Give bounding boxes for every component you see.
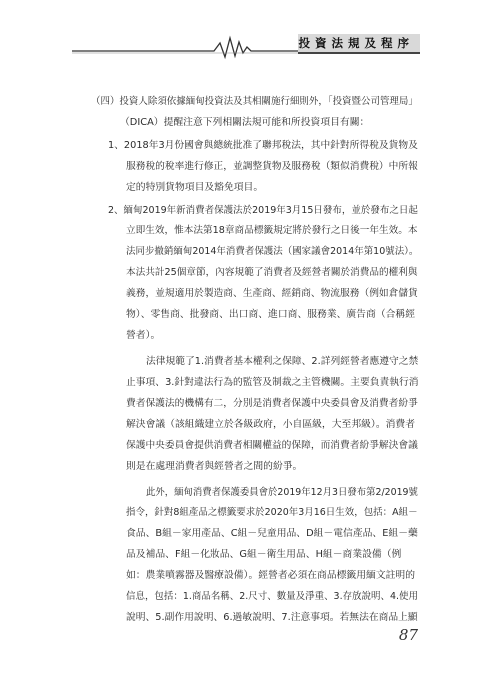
paragraph-2-line-1: 此外，緬甸消費者保護委員會於2019年12月3日發布第2/2019號: [146, 487, 418, 498]
page-number: 87: [398, 626, 418, 644]
paragraph-2-line-2: 指令，針對8組產品之標籤要求於2020年3月16日生效，包括：A組－: [126, 507, 418, 518]
paragraph-1-line-3: 費者保護法的機構有二，分別是消費者保護中央委員會及消費者紛爭: [126, 398, 418, 409]
header-title-tab: [298, 34, 420, 54]
paragraph-2-line-3: 食品、B組－家用產品、C組－兒童用品、D組－電信產品、E組－藥: [126, 528, 418, 539]
item-2-line-5: 義務，並規適用於製造商、生產商、經銷商、物流服務（例如倉儲貨: [126, 288, 418, 299]
item-2-line-4: 本法共計25個章節，內容規範了消費者及經營者關於消費品的權利與: [126, 267, 418, 278]
item-2-line-2: 立即生效，惟本法第18章商品標籤規定將於發行之日後一年生效。本: [126, 225, 418, 236]
item-2-line-1: 2、緬甸2019年新消費者保護法於2019年3月15日發布，並於發布之日起: [108, 205, 418, 216]
paragraph-1-line-2: 止事項、3.針對違法行為的監管及制裁之主管機關。主要負責執行消: [126, 377, 419, 388]
paragraph-1-line-4: 解決會議（該組織建立於各級政府，小自區級，大至邦級）。消費者: [126, 419, 416, 430]
header-title: 投資法規及程序: [298, 36, 414, 50]
item-2-line-3: 法同步撤銷緬甸2014年消費者保護法（國家議會2014年第10號法）。: [126, 246, 419, 257]
paragraph-2-line-4: 品及補品、F組－化妝品、G組－衛生用品、H組－商業設備（例: [126, 549, 402, 560]
paragraph-1-line-6: 則是在處理消費者與經營者之間的紛爭。: [126, 461, 303, 472]
paragraph-1-line-5: 保護中央委員會提供消費者相關權益的保障，而消費者紛爭解決會議: [126, 440, 418, 451]
paragraph-2-line-7: 說明、5.副作用說明、6.過敏說明、7.注意事項。若無法在商品上顯: [126, 612, 418, 623]
paragraph-2-line-5: 如：農業噴霧器及醫療設備）。經營者必須在商品標籤用緬文註明的: [126, 570, 416, 581]
item-2-line-6: 物）、零售商、批發商、出口商、進口商、服務業、廣告商（合稱經: [126, 309, 416, 320]
section-4-line-2: （DICA）提醒注意下列相關法規可能和所投資項目有關：: [120, 117, 370, 128]
paragraph-2-line-6: 信息，包括：1.商品名稱、2.尺寸、數量及淨重、3.存放說明、4.使用: [126, 591, 418, 602]
item-1-line-3: 定的特別貨物項目及豁免項目。: [126, 182, 264, 193]
item-1-line-1: 1、2018年3月份國會與總統批准了聯邦稅法，其中針對所得稅及貨物及: [108, 140, 418, 151]
paragraph-1-line-1: 法律規範了1.消費者基本權利之保障、2.詳列經營者應遵守之禁: [146, 356, 419, 367]
page-header: [72, 34, 420, 60]
section-4-line-1: （四）投資人除須依據緬甸投資法及其相關施行細則外，「投資暨公司管理局」: [91, 96, 418, 107]
item-2-line-7: 營者）。: [126, 330, 161, 341]
item-1-line-2: 服務稅的稅率進行修正，並調整貨物及服務稅（類似消費稅）中所報: [126, 161, 418, 172]
